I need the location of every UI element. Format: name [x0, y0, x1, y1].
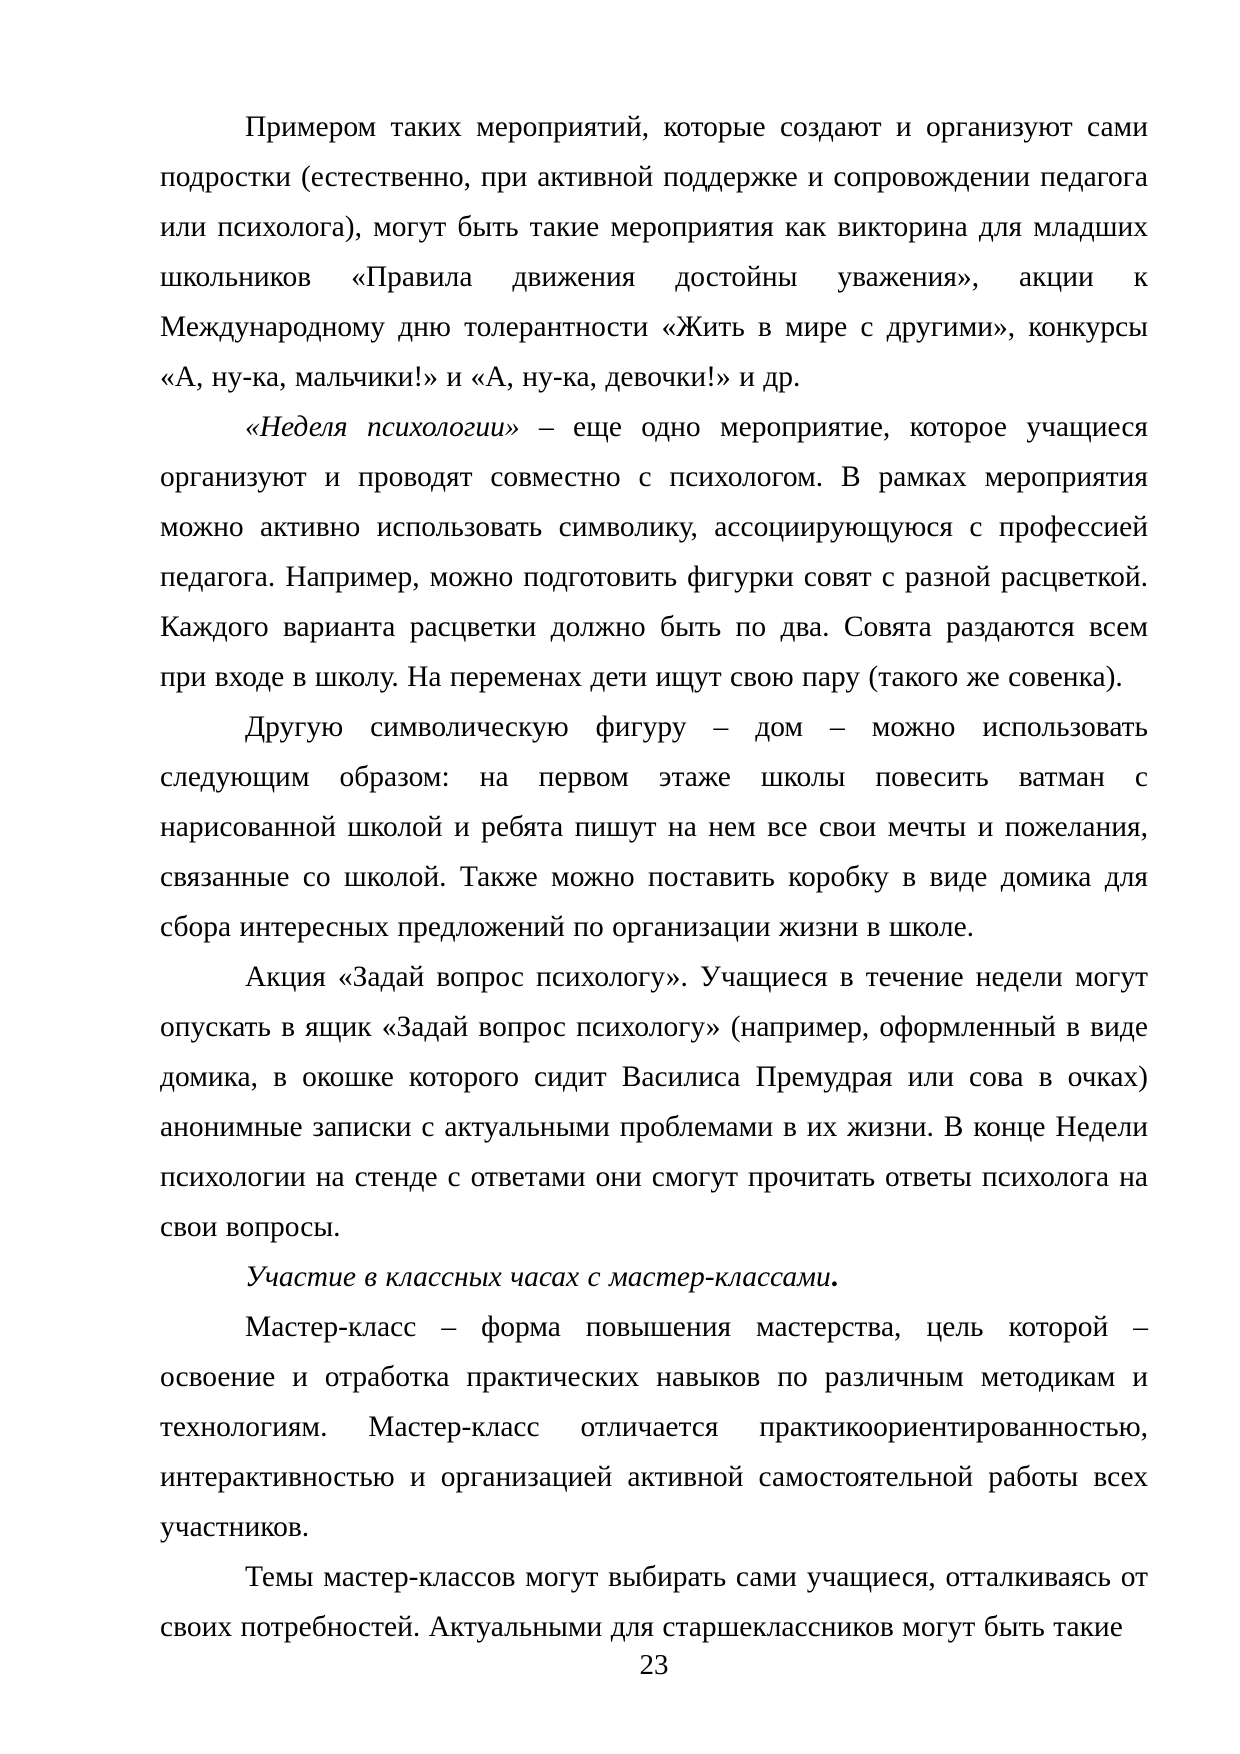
document-body	[160, 102, 1148, 1652]
page-number: 23	[639, 1649, 669, 1681]
text-run: Мастер-класс – форма повышения мастерства, цель которой – освоение и отработка практических навыков по различным методикам и технологиям. Мастер-класс отличается практикоориентированностью, интерактивностью и организацией активной самостоятельной работы всех участников.	[160, 1311, 1148, 1543]
text-run: Акция «Задай вопрос психологу». Учащиеся в течение недели могут опускать в ящик «Задай вопрос психологу» (например, оформленный в виде домика, в окошке которого сидит Василиса Премудрая или сова в очках) анонимные записки с актуальными проблемами в их жизни. В конце Недели психологии на стенде с ответами они смогут прочитать ответы психолога на свои вопросы.	[160, 961, 1148, 1243]
text-run-italic: «Неделя психологии»	[245, 411, 520, 443]
text-run: – еще одно мероприятие, которое учащиеся организуют и проводят совместно с психологом. В рамках мероприятия можно активно использовать символику, ассоциирующуюся с профессией педагога. Например, можно подготовить фигурки совят с разной расцветкой. Каждого варианта расцветки должно быть по два. Совята раздаются всем при входе в школу. На переменах дети ищут свою пару (такого же совенка).	[160, 411, 1148, 693]
paragraph-events-examples	[160, 102, 1148, 402]
paragraph-psychology-week	[160, 402, 1148, 702]
paragraph-masterclass-definition	[160, 1302, 1148, 1552]
paragraph-masterclass-topics	[160, 1552, 1148, 1652]
paragraph-masterclass-heading	[160, 1252, 1148, 1302]
paragraph-ask-psychologist	[160, 952, 1148, 1252]
text-run: Примером таких мероприятий, которые создают и организуют сами подростки (естественно, при активной поддержке и сопровождении педагога или психолога), могут быть такие мероприятия как викторина для младших школьников «Правила движения достойны уважения», акции к Международному дню толерантности «Жить в мире с другими», конкурсы «А, ну-ка, мальчики!» и «А, ну-ка, девочки!» и др.	[160, 111, 1148, 393]
text-run-bold: .	[830, 1261, 839, 1293]
paragraph-house-symbol	[160, 702, 1148, 952]
text-run-italic: Участие в классных часах с мастер-классами	[245, 1261, 831, 1293]
text-run: Темы мастер-классов могут выбирать сами учащиеся, отталкиваясь от своих потребностей. Актуальными для старшеклассников могут быть такие	[160, 1561, 1148, 1643]
text-run: Другую символическую фигуру – дом – можно использовать следующим образом: на первом этаже школы повесить ватман с нарисованной школой и ребята пишут на нем все свои мечты и пожелания, связанные со школой. Также можно поставить коробку в виде домика для сбора интересных предложений по организации жизни в школе.	[160, 711, 1148, 943]
